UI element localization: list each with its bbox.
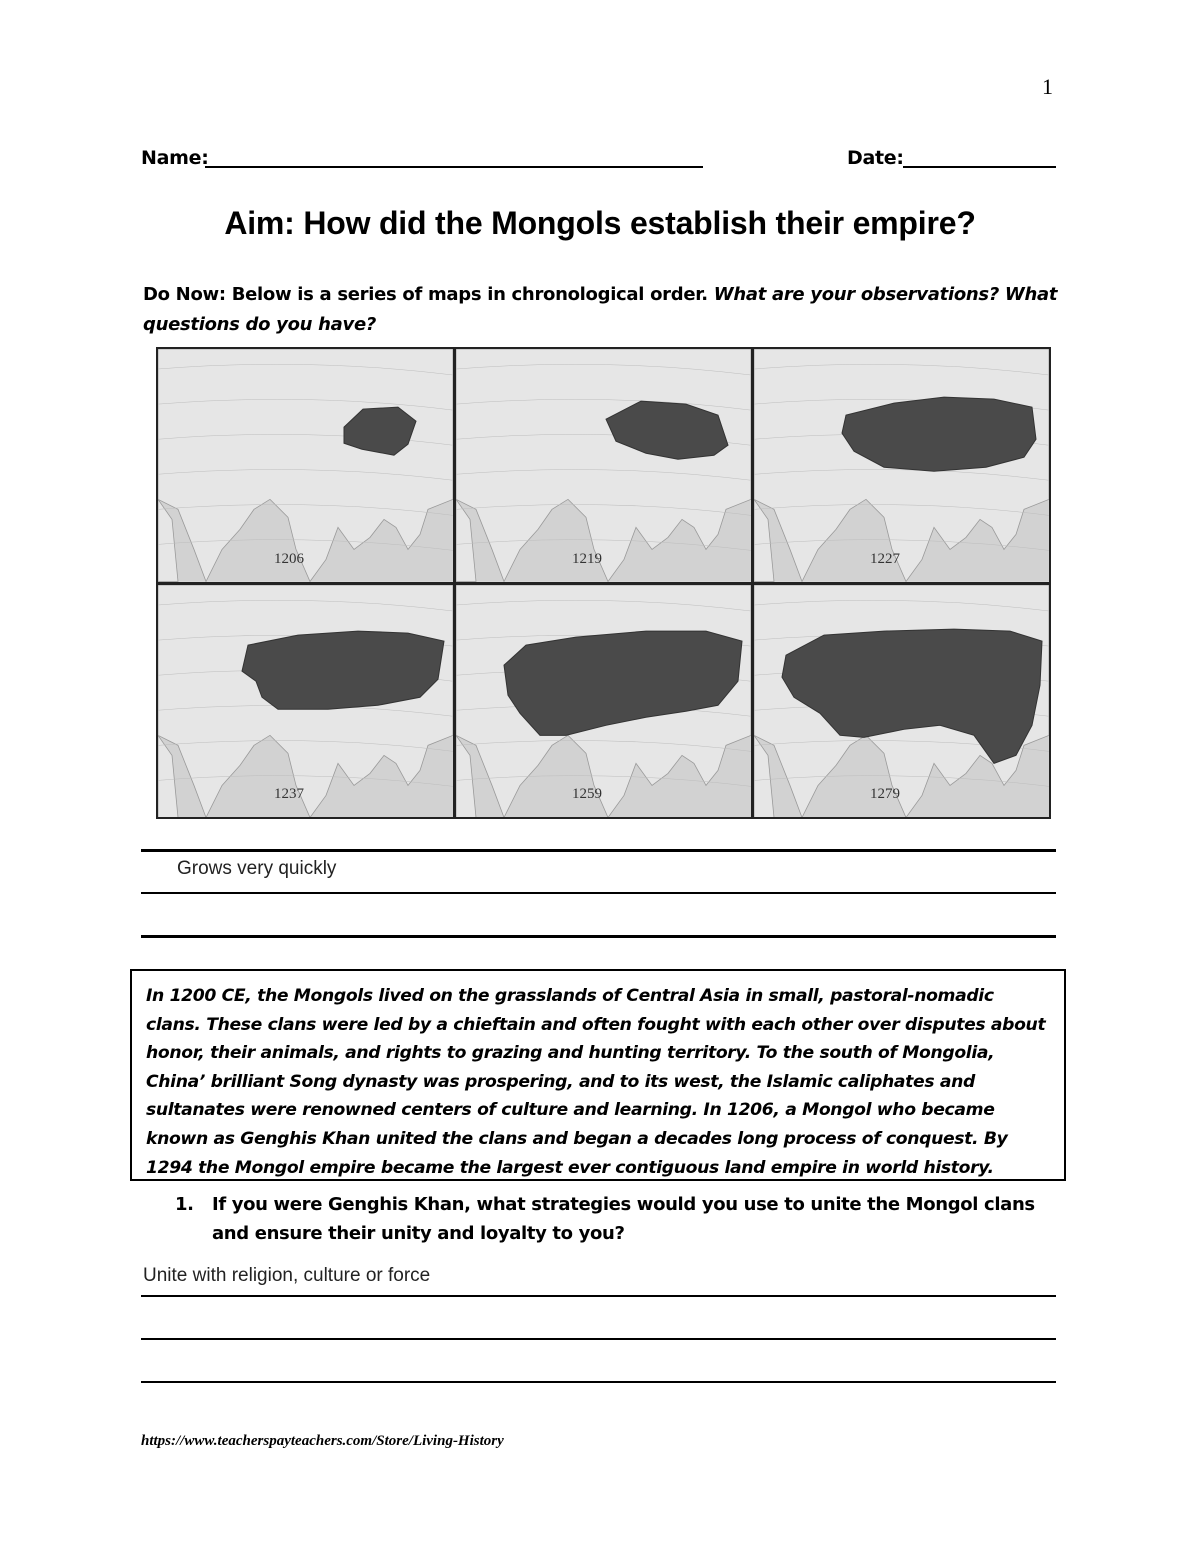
landmass <box>456 349 751 582</box>
mongol-empire-map <box>754 349 1049 582</box>
map-year: 1279 <box>870 786 900 802</box>
map-year: 1219 <box>572 550 602 567</box>
footer-url[interactable]: https://www.teacherspayteachers.com/Store/Living-History <box>141 1433 504 1449</box>
question-1-answer[interactable]: Unite with religion, culture or force <box>143 1265 431 1286</box>
mongol-empire-map <box>456 585 751 818</box>
map-panel <box>456 349 751 582</box>
do-now-prompt: What are your observations? What questions do you have? <box>143 284 1058 335</box>
page-title: Aim: How did the Mongols establish their empire? <box>224 205 976 241</box>
map-panel <box>456 585 751 818</box>
mongol-empire-map <box>456 349 751 582</box>
map-panel <box>158 349 453 582</box>
answer-line[interactable] <box>141 1338 1056 1340</box>
map-panel <box>754 585 1049 818</box>
answer-line[interactable] <box>141 1381 1056 1383</box>
mongol-empire-map <box>754 585 1049 818</box>
context-paragraph: In 1200 CE, the Mongols lived on the grasslands of Central Asia in small, pastoral-nomadic clans. These clans were led by a chieftain and often fought with each other over disputes about honor, their animals, and rights to grazing and hunting territory. To the south of Mongolia, China’ brilliant Song dynasty was prospering, and to its west, the Islamic caliphates and sultanates were renowned centers of culture and learning. In 1206, a Mongol who became known as Genghis Khan united the clans and began a decades long process of conquest. By 1294 the Mongol empire became the largest ever contiguous land empire in world history. <box>130 969 1066 1181</box>
mongol-empire-map <box>158 349 453 582</box>
answer-line <box>141 1295 1056 1297</box>
map-year: 1227 <box>870 550 900 567</box>
do-now-lead: Do Now: Below is a series of maps in chronological order. <box>143 284 708 305</box>
mongol-empire-territory <box>242 631 444 709</box>
question-1 <box>175 1190 1055 1248</box>
map-year: 1206 <box>274 550 304 567</box>
map-panel <box>158 585 453 818</box>
page-number: 1 <box>1042 74 1053 99</box>
question-number: 1. <box>175 1194 194 1215</box>
answer-line[interactable] <box>141 892 1056 894</box>
answer-line <box>141 849 1056 852</box>
mongol-empire-map <box>158 585 453 818</box>
question-text: If you were Genghis Khan, what strategies would you use to unite the Mongol clans and ensure their unity and loyalty to you? <box>212 1194 1035 1244</box>
name-blank[interactable] <box>205 166 703 168</box>
map-panel <box>754 349 1049 582</box>
map-year: 1237 <box>274 786 304 802</box>
answer-line[interactable] <box>141 935 1056 938</box>
do-now-answer[interactable]: Grows very quickly <box>177 858 337 879</box>
map-grid <box>156 347 1051 819</box>
name-label: Name: <box>141 147 209 169</box>
landmass <box>158 349 453 582</box>
map-year: 1259 <box>572 786 602 802</box>
do-now-instructions <box>143 280 1063 340</box>
date-label: Date: <box>847 147 904 169</box>
date-blank[interactable] <box>903 166 1056 168</box>
